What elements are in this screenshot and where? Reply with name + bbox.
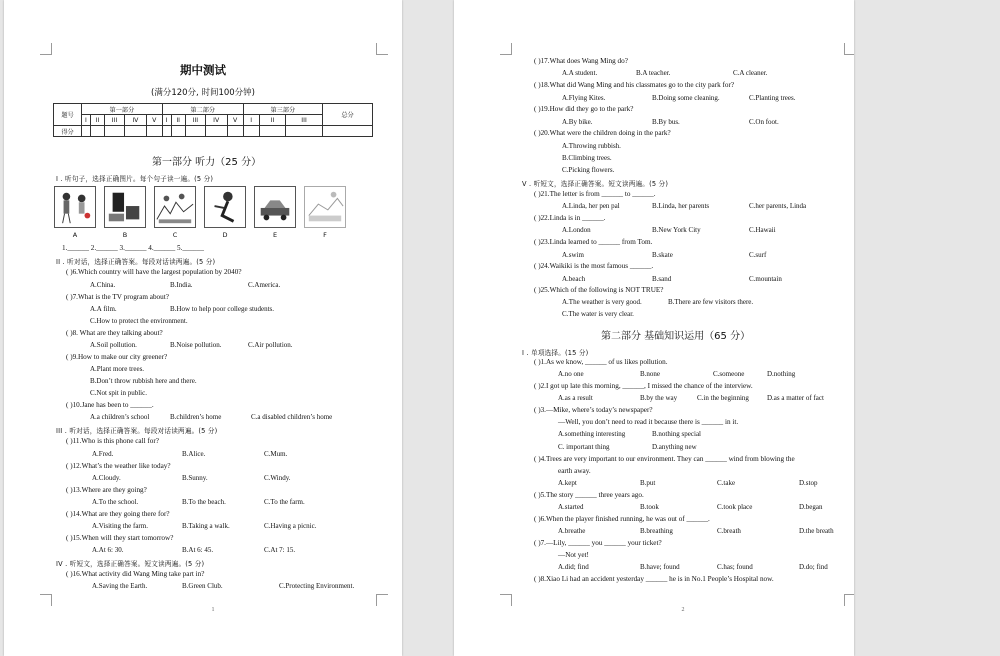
option: B.Doing some cleaning. <box>652 94 720 102</box>
score-cell <box>90 126 104 137</box>
option: D.nothing <box>767 370 796 378</box>
crop-mark <box>376 594 388 606</box>
question-25: ( )25.Which of the following is NOT TRUE? <box>534 286 664 294</box>
option: C.mountain <box>749 275 782 283</box>
option: D.as a matter of fact <box>767 394 824 402</box>
picture-label: F <box>323 231 327 239</box>
option: C.take <box>717 479 736 487</box>
option: B.Sunny. <box>182 474 208 482</box>
question-8: ( )8.Xiao Li had an accident yesterday ______ he is in No.1 People’s Hospital now. <box>534 575 774 583</box>
option: A.To the school. <box>92 498 139 506</box>
option: C.Planting trees. <box>749 94 796 102</box>
option: A.started <box>558 503 584 511</box>
table-roman: I <box>243 115 259 126</box>
option: C. important thing <box>558 443 610 451</box>
option: B.have; found <box>640 563 680 571</box>
option: D.stop <box>799 479 818 487</box>
crop-mark <box>500 43 512 55</box>
option: A.something interesting <box>558 430 626 438</box>
option: C.in the beginning <box>697 394 749 402</box>
score-cell <box>105 126 125 137</box>
option: B.Don’t throw rubbish here and there. <box>90 377 197 385</box>
part-heading: 第一部分 听力（25 分） <box>152 157 262 168</box>
option: A.China. <box>90 281 116 289</box>
option: C.Hawaii <box>749 226 776 234</box>
picture-c <box>154 186 196 228</box>
option: A.London <box>562 226 591 234</box>
crop-mark <box>40 43 52 55</box>
option: B.There are few visitors there. <box>668 298 754 306</box>
option: C.Air pollution. <box>248 341 293 349</box>
question-12: ( )12.What’s the weather like today? <box>66 462 171 470</box>
question-6: ( )6.When the player finished running, he was out of ______. <box>534 515 710 523</box>
picture-label: B <box>122 231 128 239</box>
question-3-line2: —Well, you don’t need to read it because there is ______ in it. <box>558 418 739 426</box>
option: B.To the beach. <box>182 498 226 506</box>
option: B.Climbing trees. <box>562 154 612 162</box>
option: A.The weather is very good. <box>562 298 642 306</box>
option: D.the breath <box>799 527 834 535</box>
score-cell <box>323 126 373 137</box>
option: A.A student. <box>562 69 598 77</box>
question-5: ( )5.The story ______ three years ago. <box>534 491 644 499</box>
question-13: ( )13.Where are they going? <box>66 486 147 494</box>
picture-a <box>54 186 96 228</box>
section-heading: I . 单项选择。(15 分) <box>522 349 589 357</box>
option: A.Cloudy. <box>92 474 121 482</box>
option: A.Visiting the farm. <box>92 522 148 530</box>
option: B.New York City <box>652 226 701 234</box>
score-cell <box>162 126 171 137</box>
option: B.At 6: 45. <box>182 546 214 554</box>
option: B.Alice. <box>182 450 206 458</box>
page-title: 期中测试 <box>180 63 226 77</box>
option: C.surf <box>749 251 767 259</box>
option: B.put <box>640 479 656 487</box>
picture-f <box>304 186 346 228</box>
option: C.Having a picnic. <box>264 522 317 530</box>
option: A.breathe <box>558 527 586 535</box>
option: B.nothing special <box>652 430 701 438</box>
option: C.The water is very clear. <box>562 310 634 318</box>
part-heading: 第二部分 基础知识运用（65 分） <box>601 331 751 342</box>
section-heading: IV . 听短文，选择正确答案。短文读两遍。(5 分) <box>56 560 205 568</box>
option: C.Protecting Environment. <box>279 582 355 590</box>
question-15: ( )15.When will they start tomorrow? <box>66 534 174 542</box>
score-cell <box>227 126 243 137</box>
option: A.By bike. <box>562 118 593 126</box>
document-page-1 <box>4 0 402 656</box>
table-roman: V <box>227 115 243 126</box>
option: C.someone <box>713 370 745 378</box>
option: C.Not spit in public. <box>90 389 147 397</box>
question-4: ( )4.Trees are very important to our environment. They can ______ wind from blowing the <box>534 455 795 463</box>
picture-b <box>104 186 146 228</box>
table-part1: 第一部分 <box>82 104 163 115</box>
table-roman: IV <box>124 115 146 126</box>
option: C.Picking flowers. <box>562 166 615 174</box>
question-10: ( )10.Jane has been to ______. <box>66 401 154 409</box>
option: B.Green Club. <box>182 582 223 590</box>
table-total: 总分 <box>323 104 373 126</box>
section-heading: III . 听对话，选择正确答案。每段对话读两遍。(5 分) <box>56 427 218 435</box>
question-7-line2: —Not yet! <box>558 551 589 559</box>
option: A.as a result <box>558 394 593 402</box>
question-18: ( )18.What did Wang Ming and his classmates go to the city park for? <box>534 81 735 89</box>
option: A.Linda, her pen pal <box>562 202 620 210</box>
option: A.kept <box>558 479 577 487</box>
option: A.Fred. <box>92 450 114 458</box>
question-6: ( )6.Which country will have the largest population by 2040? <box>66 268 242 276</box>
table-roman: V <box>146 115 162 126</box>
option: A.Saving the Earth. <box>92 582 148 590</box>
option: B.none <box>640 370 661 378</box>
option: C.At 7: 15. <box>264 546 296 554</box>
answer-blanks: 1.______ 2.______ 3.______ 4.______ 5.______ <box>62 244 204 252</box>
page-subtitle: (满分120分, 时间100分钟) <box>151 88 255 98</box>
crop-mark <box>40 594 52 606</box>
score-cell <box>185 126 205 137</box>
option: C.A cleaner. <box>733 69 768 77</box>
option: B.A teacher. <box>636 69 671 77</box>
score-table <box>53 103 373 137</box>
score-cell <box>124 126 146 137</box>
option: A.a children’s school <box>90 413 150 421</box>
table-header-number: 题号 <box>54 104 82 126</box>
score-cell <box>286 126 323 137</box>
score-cell <box>146 126 162 137</box>
question-7: ( )7.What is the TV program about? <box>66 293 169 301</box>
table-roman: I <box>82 115 91 126</box>
question-16: ( )16.What activity did Wang Ming take part in? <box>66 570 205 578</box>
picture-label: E <box>272 231 278 239</box>
option: C.America. <box>248 281 281 289</box>
question-14: ( )14.What are they going there for? <box>66 510 170 518</box>
section-heading: I . 听句子，选择正确图片。每个句子读一遍。(5 分) <box>56 175 214 183</box>
option: D.anything new <box>652 443 697 451</box>
table-roman: III <box>105 115 125 126</box>
question-24: ( )24.Waikiki is the most famous ______. <box>534 262 654 270</box>
option: C.a disabled children’s home <box>251 413 333 421</box>
question-22: ( )22.Linda is in ______. <box>534 214 606 222</box>
option: B.Noise pollution. <box>170 341 222 349</box>
question-1: ( )1.As we know, ______ of us likes pollution. <box>534 358 668 366</box>
option: C.On foot. <box>749 118 779 126</box>
score-cell <box>243 126 259 137</box>
option: A.Plant more trees. <box>90 365 145 373</box>
option: B.skate <box>652 251 673 259</box>
crop-mark <box>844 43 854 55</box>
picture-label: A <box>72 231 78 239</box>
question-21: ( )21.The letter is from ______ to ______. <box>534 190 656 198</box>
document-page-2 <box>454 0 854 656</box>
option: A.A film. <box>90 305 117 313</box>
table-roman: II <box>171 115 185 126</box>
picture-e <box>254 186 296 228</box>
table-roman: II <box>90 115 104 126</box>
option: D.began <box>799 503 823 511</box>
question-3: ( )3.—Mike, where’s today’s newspaper? <box>534 406 653 414</box>
option: B.sand <box>652 275 672 283</box>
question-19: ( )19.How did they go to the park? <box>534 105 634 113</box>
option: B.breathing <box>640 527 673 535</box>
score-cell <box>205 126 227 137</box>
option: A.beach <box>562 275 586 283</box>
question-23: ( )23.Linda learned to ______ from Tom. <box>534 238 653 246</box>
table-roman: II <box>259 115 285 126</box>
question-11: ( )11.Who is this phone call for? <box>66 437 159 445</box>
table-header-score: 得分 <box>54 126 82 137</box>
question-9: ( )9.How to make our city greener? <box>66 353 168 361</box>
page-number: 1 <box>211 607 215 613</box>
table-roman: III <box>185 115 205 126</box>
option: A.did; find <box>558 563 589 571</box>
score-cell <box>171 126 185 137</box>
option: C.breath <box>717 527 741 535</box>
option: B.by the way <box>640 394 678 402</box>
option: B.Taking a walk. <box>182 522 230 530</box>
picture-label: D <box>222 231 228 239</box>
question-17: ( )17.What does Wang Ming do? <box>534 57 628 65</box>
option: B.India. <box>170 281 193 289</box>
option: C.Windy. <box>264 474 291 482</box>
option: C.took place <box>717 503 753 511</box>
question-8: ( )8. What are they talking about? <box>66 329 163 337</box>
table-roman: IV <box>205 115 227 126</box>
crop-mark <box>500 594 512 606</box>
question-7: ( )7.—Lily, ______ you ______ your ticket? <box>534 539 662 547</box>
option: A.Throwing rubbish. <box>562 142 621 150</box>
option: D.do; find <box>799 563 828 571</box>
question-2: ( )2.I got up late this morning, ______, I missed the chance of the interview. <box>534 382 753 390</box>
picture-d <box>204 186 246 228</box>
option: C.has; found <box>717 563 753 571</box>
table-part3: 第三部分 <box>243 104 322 115</box>
page-number: 2 <box>681 607 685 613</box>
crop-mark <box>844 594 854 606</box>
option: A.swim <box>562 251 584 259</box>
question-20: ( )20.What were the children doing in the park? <box>534 129 671 137</box>
option: A.At 6: 30. <box>92 546 124 554</box>
option: B.Linda, her parents <box>652 202 710 210</box>
option: B.By bus. <box>652 118 680 126</box>
option: B.children’s home <box>170 413 222 421</box>
picture-label: C <box>172 231 178 239</box>
option: C.Mum. <box>264 450 288 458</box>
option: C.her parents, Linda <box>749 202 807 210</box>
option: B.How to help poor college students. <box>170 305 275 313</box>
score-cell <box>82 126 91 137</box>
option: A.Flying Kites. <box>562 94 606 102</box>
option: C.How to protect the environment. <box>90 317 188 325</box>
score-cell <box>259 126 285 137</box>
table-part2: 第二部分 <box>162 104 243 115</box>
option: B.took <box>640 503 659 511</box>
crop-mark <box>376 43 388 55</box>
question-4-line2: earth away. <box>558 467 591 475</box>
option: A.no one <box>558 370 584 378</box>
section-heading: V . 听短文，选择正确答案。短文读两遍。(5 分) <box>522 180 669 188</box>
table-roman: I <box>162 115 171 126</box>
section-heading: II . 听对话，选择正确答案。每段对话读两遍。(5 分) <box>56 258 216 266</box>
option: C.To the farm. <box>264 498 305 506</box>
table-roman: III <box>286 115 323 126</box>
option: A.Soil pollution. <box>90 341 137 349</box>
